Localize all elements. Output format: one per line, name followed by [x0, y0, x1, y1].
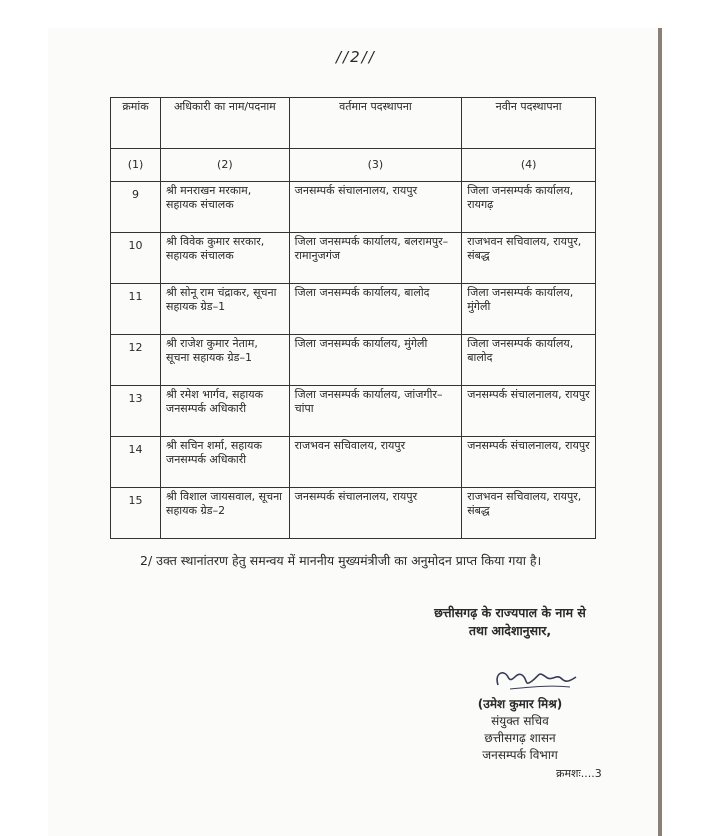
- serial-cell: 12: [111, 335, 161, 386]
- serial-cell: 15: [111, 488, 161, 539]
- col-number: (2): [161, 149, 290, 182]
- current-posting-cell: जिला जनसम्पर्क कार्यालय, जांजगीर–चांपा: [289, 386, 462, 437]
- table-header-row: [111, 98, 596, 149]
- table-row: [111, 335, 596, 386]
- header-current-posting: वर्तमान पदस्थापना: [289, 98, 462, 149]
- current-posting-cell: जनसम्पर्क संचालनालय, रायपुर: [289, 182, 462, 233]
- header-new-posting: नवीन पदस्थापना: [462, 98, 596, 149]
- page-edge-shadow: [658, 28, 662, 836]
- table-row: [111, 437, 596, 488]
- serial-cell: 9: [111, 182, 161, 233]
- officer-cell: श्री विवेक कुमार सरकार, सहायक संचालक: [161, 233, 290, 284]
- officer-cell: श्री विशाल जायसवाल, सूचना सहायक ग्रेड–2: [161, 488, 290, 539]
- new-posting-cell: जिला जनसम्पर्क कार्यालय, रायगढ़: [462, 182, 596, 233]
- page-number: //2//: [336, 48, 376, 66]
- table-row: [111, 386, 596, 437]
- transfer-table: [110, 97, 596, 539]
- new-posting-cell: जिला जनसम्पर्क कार्यालय, बालोद: [462, 335, 596, 386]
- current-posting-cell: राजभवन सचिवालय, रायपुर: [289, 437, 462, 488]
- column-number-row: [111, 149, 596, 182]
- officer-cell: श्री राजेश कुमार नेताम, सूचना सहायक ग्रेड–1: [161, 335, 290, 386]
- signatory-designation: संयुक्त सचिव: [491, 714, 549, 728]
- col-number: (4): [462, 149, 596, 182]
- approval-note: 2/ उक्त स्थानांतरण हेतु समन्वय में माननीय मुख्यमंत्रीजी का अनुमोदन प्राप्त किया गया है।: [140, 553, 542, 568]
- signatory-name: (उमेश कुमार मिश्र): [477, 697, 563, 711]
- officer-cell: श्री मनराखन मरकाम, सहायक संचालक: [161, 182, 290, 233]
- current-posting-cell: जिला जनसम्पर्क कार्यालय, बालोद: [289, 284, 462, 335]
- serial-cell: 10: [111, 233, 161, 284]
- serial-cell: 13: [111, 386, 161, 437]
- officer-cell: श्री रमेश भार्गव, सहायक जनसम्पर्क अधिकारी: [161, 386, 290, 437]
- table-row: [111, 233, 596, 284]
- current-posting-cell: जिला जनसम्पर्क कार्यालय, बलरामपुर–रामानुजगंज: [289, 233, 462, 284]
- serial-cell: 14: [111, 437, 161, 488]
- signature-mark: [490, 663, 580, 695]
- col-number: (3): [289, 149, 462, 182]
- signatory-government: छत्तीसगढ़ शासन: [484, 731, 556, 745]
- table-row: [111, 284, 596, 335]
- authority-line: छत्तीसगढ़ के राज्यपाल के नाम से: [434, 605, 586, 620]
- header-officer-name: अधिकारी का नाम/पदनाम: [161, 98, 290, 149]
- new-posting-cell: जनसम्पर्क संचालनालय, रायपुर: [462, 437, 596, 488]
- new-posting-cell: जिला जनसम्पर्क कार्यालय, मुंगेली: [462, 284, 596, 335]
- table-row: [111, 182, 596, 233]
- header-serial: क्रमांक: [111, 98, 161, 149]
- new-posting-cell: जनसम्पर्क संचालनालय, रायपुर: [462, 386, 596, 437]
- new-posting-cell: राजभवन सचिवालय, रायपुर, संबद्ध: [462, 488, 596, 539]
- new-posting-cell: राजभवन सचिवालय, रायपुर, संबद्ध: [462, 233, 596, 284]
- continuation-marker: क्रमशः....3: [556, 767, 602, 780]
- col-number: (1): [111, 149, 161, 182]
- authority-line: तथा आदेशानुसार,: [468, 623, 552, 638]
- officer-cell: श्री सचिन शर्मा, सहायक जनसम्पर्क अधिकारी: [161, 437, 290, 488]
- serial-cell: 11: [111, 284, 161, 335]
- signatory-block: [440, 696, 600, 764]
- officer-cell: श्री सोनू राम चंद्राकर, सूचना सहायक ग्रेड–1: [161, 284, 290, 335]
- current-posting-cell: जिला जनसम्पर्क कार्यालय, मुंगेली: [289, 335, 462, 386]
- current-posting-cell: जनसम्पर्क संचालनालय, रायपुर: [289, 488, 462, 539]
- signatory-department: जनसम्पर्क विभाग: [482, 748, 558, 762]
- authority-block: [410, 604, 610, 640]
- table-row: [111, 488, 596, 539]
